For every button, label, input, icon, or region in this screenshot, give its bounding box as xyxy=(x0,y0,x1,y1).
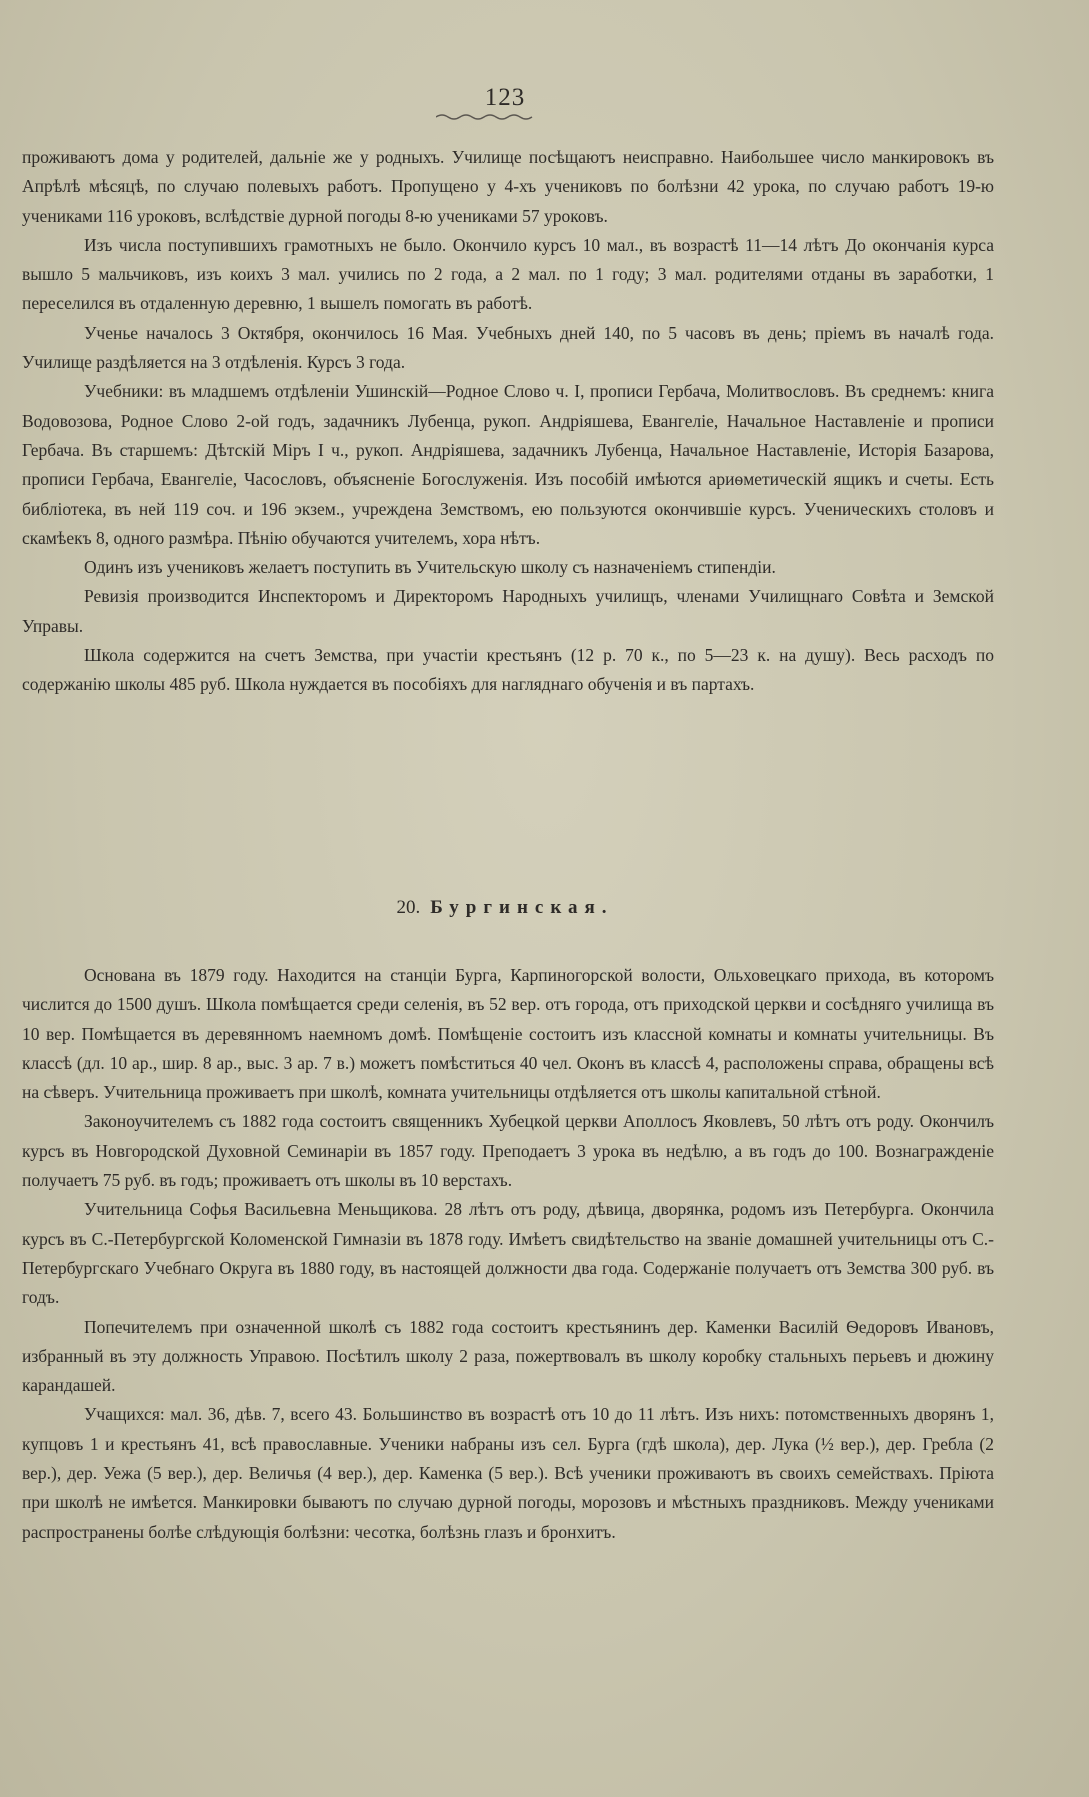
paragraph-teacher: Учительница Софья Васильевна Меньщикова. 28 лѣтъ отъ роду, дѣвица, дворянка, родомъ изъ Петербурга. Окончила курсъ въ С.-Петербургской Коломенской Гимназіи въ 1878 году. Имѣетъ свидѣтельство на званіе домашней учительницы отъ С.-Петербургскаго Учебнаго Округа въ 1880 году, въ настоящей должности два года. Содержаніе получаетъ отъ Земства 300 руб. въ годъ. xyxy=(22,1199,994,1308)
paragraph-funding: Школа содержится на счетъ Земства, при участіи крестьянъ (12 р. 70 к., по 5—23 к. на душу). Весь расходъ по содержанію школы 485 руб. Школа нуждается въ пособіяхъ для нагляднаго обученія и въ партахъ. xyxy=(22,645,994,695)
paragraph-students: Учащихся: мал. 36, дѣв. 7, всего 43. Большинство въ возрастѣ отъ 10 до 11 лѣтъ. Изъ нихъ: потомственныхъ дворянъ 1, купцовъ 1 и крестьянъ 41, всѣ православные. Ученики набраны изъ сел. Бурга (гдѣ школа), дер. Лука (½ вер.), дер. Гребла (2 вер.), дер. Уежа (5 вер.), дер. Величья (4 вер.), дер. Каменка (5 вер.). Всѣ ученики проживаютъ въ своихъ семействахъ. Пріюта при школѣ не имѣется. Манкировки бываютъ по случаю дурной погоды, морозовъ и мѣстныхъ праздниковъ. Между учениками распространены болѣе слѣдующія болѣзни: чесотка, болѣзнь глазъ и бронхитъ. xyxy=(22,1404,994,1542)
paragraph-law-teacher: Законоучителемъ съ 1882 года состоитъ священникъ Хубецкой церкви Аполлосъ Яковлевъ, 50 лѣтъ отъ роду. Окончилъ курсъ въ Новгородской Духовной Семинаріи въ 1857 году. Преподаетъ 3 урока въ недѣлю, а въ годъ до 100. Вознагражденіе получаетъ 75 руб. въ годъ; проживаетъ отъ школы въ 10 верстахъ. xyxy=(22,1111,994,1191)
paragraph-school-year: Ученье началось 3 Октября, окончилось 16 Мая. Учебныхъ дней 140, по 5 часовъ въ день; пріемъ въ началѣ года. Училище раздѣляется на 3 отдѣленія. Курсъ 3 года. xyxy=(22,322,994,373)
wave-ornament xyxy=(436,113,536,121)
paragraph-attendance: проживаютъ дома у родителей, дальніе же у родныхъ. Училище посѣщаютъ неисправно. Наибольшее число манкировокъ въ Апрѣлѣ мѣсяцѣ, по случаю полевыхъ работъ. Пропущено у 4-хъ учениковъ по болѣзни 42 урока, по случаю работъ 19-ю учениками 116 уроковъ, вслѣдствіе дурной погоды 8-ю учениками 57 уроковъ. xyxy=(22,147,994,226)
paragraph-teacher-school: Одинъ изъ учениковъ желаетъ поступить въ Учительскую школу съ назначеніемъ стипендіи. xyxy=(84,557,776,578)
section-title: Бургинская. xyxy=(430,897,614,918)
paragraph-trustee: Попечителемъ при означенной школѣ съ 1882 года состоитъ крестьянинъ дер. Каменки Василій Ѳедоровъ Ивановъ, избранный въ эту должность Управою. Посѣтилъ школу 2 раза, пожертвовалъ въ школу коробку стальныхъ перьевъ и дюжину карандашей. xyxy=(22,1316,994,1396)
paragraph-graduates: Изъ числа поступившихъ грамотныхъ не было. Окончило курсъ 10 мал., въ возрастѣ 11—14 лѣтъ До окончанія курса вышло 5 мальчиковъ, изъ коихъ 3 мал. учились по 2 года, а 2 мал. по 1 году; 3 мал. родителями отданы въ заработки, 1 переселился въ отдаленную деревню, 1 вышелъ помогать въ работѣ. xyxy=(22,234,994,314)
paragraph-inspection: Ревизія производится Инспекторомъ и Директоромъ Народныхъ училищъ, членами Училищнаго Совѣта и Земской Управы. xyxy=(22,586,994,636)
section-number: 20. xyxy=(396,897,421,918)
paragraph-founding: Основана въ 1879 году. Находится на станціи Бурга, Карпиногорской волости, Ольховецкаго прихода, въ которомъ числится до 1500 душъ. Школа помѣщается среди селенія, въ 52 вер. отъ города, отъ приходской церкви и сосѣдняго училища въ 10 вер. Помѣщается въ деревянномъ наемномъ домѣ. Помѣщеніе состоитъ изъ классной комнаты и комнаты учительницы. Въ классѣ (дл. 10 ар., шир. 8 ар., выс. 3 ар. 7 в.) можетъ помѣститься 40 чел. Оконъ въ классѣ 4, расположены справа, обращены всѣ на сѣверъ. Учительница проживаетъ при школѣ, комната учительницы отдѣляется отъ школы капитальной стѣной. xyxy=(22,965,994,1103)
section-20-body xyxy=(22,961,994,1547)
section-19-continuation xyxy=(22,143,994,700)
page-number: 123 xyxy=(484,84,526,111)
paragraph-textbooks: Учебники: въ младшемъ отдѣленіи Ушинскій—Родное Слово ч. I, прописи Гербача, Молитвословъ. Въ среднемъ: книга Водовозова, Родное Слово 2-ой годъ, задачникъ Лубенца, рукоп. Андріяшева, Евангеліе, Начальное Наставленіе и прописи Гербача. Въ старшемъ: Дѣтскій Міръ I ч., рукоп. Андріяшева, задачникъ Лубенца, Начальное Наставленіе, Исторія Базарова, прописи Гербача, Евангеліе, Часословъ, объясненіе Богослуженія. Изъ пособій имѣются ариѳметическій ящикъ и счеты. Есть библіотека, въ ней 119 соч. и 196 экзем., учреждена Земствомъ, ею пользуются окончившіе курсъ. Ученическихъ столовъ и скамѣекъ 8, одного размѣра. Пѣнію обучаются учителемъ, хора нѣтъ. xyxy=(22,381,994,548)
section-heading xyxy=(0,897,1010,919)
